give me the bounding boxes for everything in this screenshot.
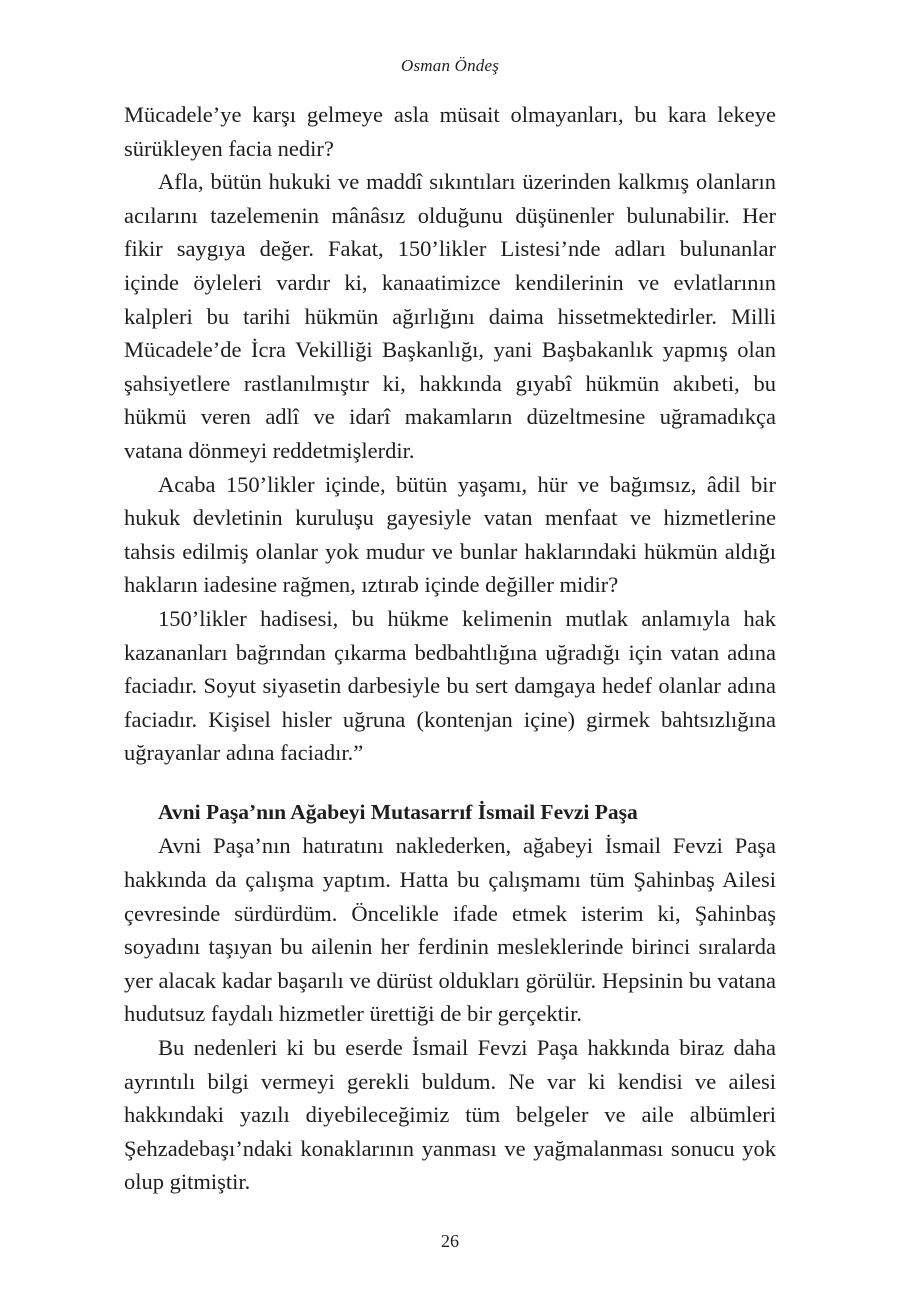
- paragraph: Afla, bütün hukuki ve maddî sıkıntıları üzerinden kalkmış olanların acılarını tazelemenin mânâsız olduğunu düşünenler bulunabilir. Her fikir saygıya değer. Fakat, 150’likler Listesi’nde adları bulunanlar içinde öyleleri vardır ki, kanaatimizce kendilerinin ve evlatlarının kalpleri bu tarihi hükmün ağırlığını daima hissetmektedirler. Milli Mücadele’de İcra Vekilliği Başkanlığı, yani Başbakanlık yapmış olan şahsiyetlere rastlanılmıştır ki, hakkında gıyabî hükmün akıbeti, bu hükmü veren adlî ve idarî makamların düzeltmesine uğramadıkça vatana dönmeyi reddetmişlerdir.: [124, 169, 776, 463]
- paragraph: 150’likler hadisesi, bu hükme kelimenin mutlak anlamıyla hak kazananları bağrından çıkarma bedbahtlığına uğradığı için vatan adına faciadır. Soyut siyasetin darbesiyle bu sert damgaya hedef olanlar adına faciadır. Kişisel hisler uğruna (kontenjan içine) girmek bahtsızlığına uğrayanlar adına faciadır.”: [124, 605, 776, 766]
- running-header: Osman Öndeş: [400, 56, 500, 75]
- paragraph: Acaba 150’likler içinde, bütün yaşamı, hür ve bağımsız, âdil bir hukuk devletinin kuruluşu gayesiyle vatan menfaat ve hizmetlerine tahsis edilmiş olanlar yok mudur ve bunlar haklarındaki hükmün aldığı hakların iadesine rağmen, ıztırab içinde değiller midir?: [124, 471, 776, 598]
- paragraph: Avni Paşa’nın hatıratını naklederken, ağabeyi İsmail Fevzi Paşa hakkında da çalışma yaptım. Hatta bu çalışmamı tüm Şahinbaş Ailesi çevresinde sürdürdüm. Öncelikle ifade etmek isterim ki, Şahinbaş soyadını taşıyan bu ailenin her ferdinin mesleklerinde birinci sıralarda yer alacak kadar başarılı ve dürüst oldukları görülür. Hepsinin bu vatana hudutsuz faydalı hizmetler ürettiği de bir gerçektir.: [124, 833, 776, 1027]
- paragraph: Bu nedenleri ki bu eserde İsmail Fevzi Paşa hakkında biraz daha ayrıntılı bilgi vermeyi gerekli buldum. Ne var ki kendisi ve ailesi hakkındaki yazılı diyebileceğimiz tüm belgeler ve aile albümleri Şehzadebaşı’ndaki konaklarının yanması ve yağmalanması sonucu yok olup gitmiştir.: [124, 1035, 776, 1195]
- section-heading: Avni Paşa’nın Ağabeyi Mutasarrıf İsmail Fevzi Paşa: [158, 799, 638, 824]
- paragraph: Mücadele’ye karşı gelmeye asla müsait olmayanları, bu kara lekeye sürükleyen facia nedir?: [124, 102, 776, 161]
- page-number: 26: [441, 1231, 459, 1251]
- body-text: [124, 98, 776, 1199]
